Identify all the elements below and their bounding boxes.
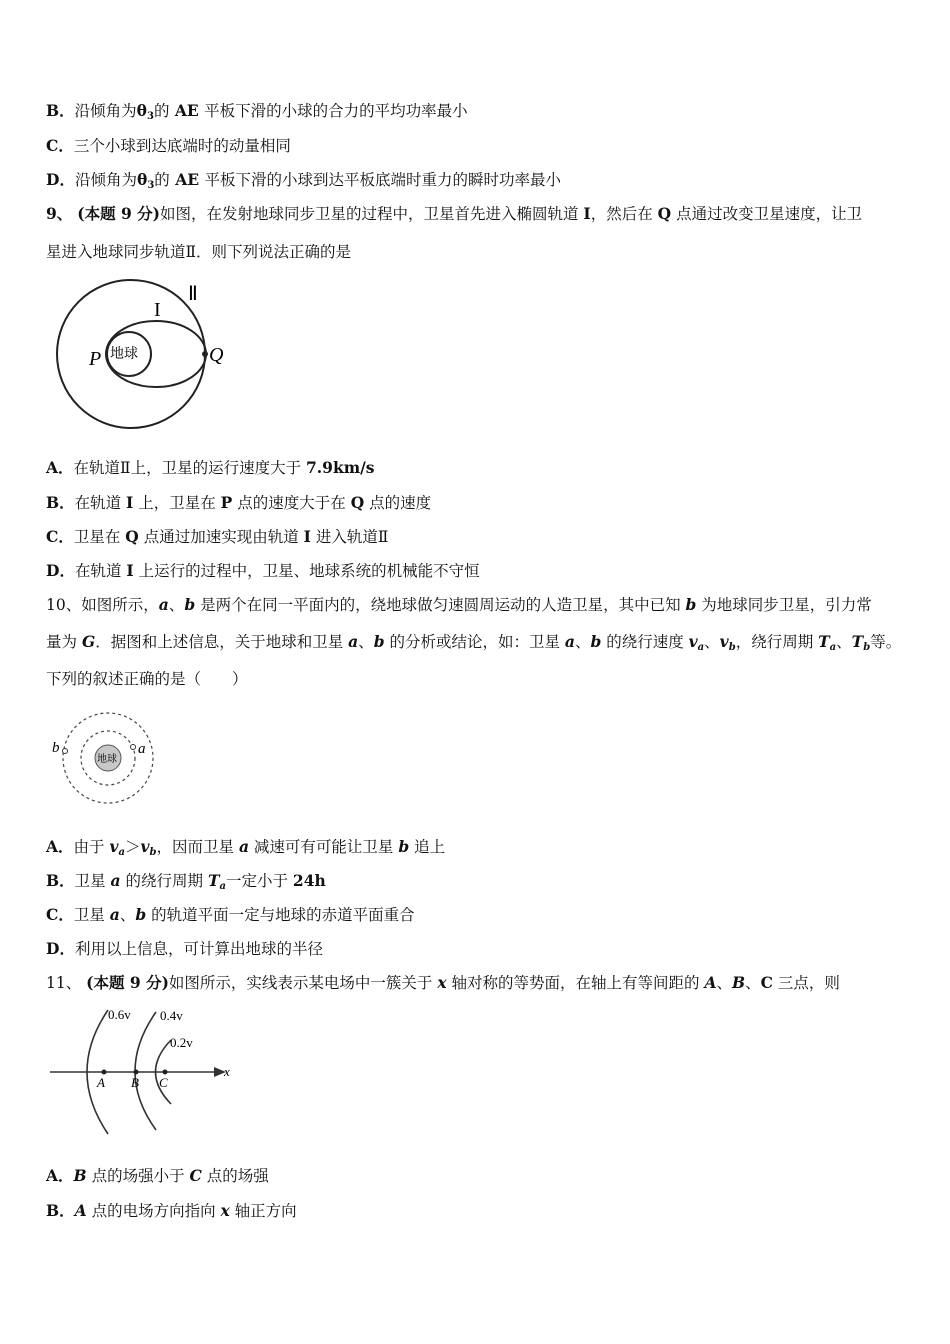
q9-stem-line1: 9、 (本题 9 分)如图，在发射地球同步卫星的过程中，卫星首先进入椭圆轨道 I，然后在 Q 点通过改变卫星速度，让卫 bbox=[46, 204, 863, 223]
q8-option-c: C．三个小球到达底端时的动量相同 bbox=[46, 136, 291, 155]
q9-stem-line2: 星进入地球同步轨道Ⅱ．则下列说法正确的是 bbox=[46, 243, 352, 261]
point-b-label: B bbox=[131, 1075, 139, 1090]
q10-option-a: A．由于 $v_a>v_b$，因而卫星 a 减速可有可能让卫星 b 追上 bbox=[46, 837, 446, 858]
q10-stem-line3: 下列的叙述正确的是（ ） bbox=[46, 670, 248, 688]
earth-label: 地球 bbox=[97, 754, 117, 765]
equipotential-figure bbox=[48, 1004, 248, 1139]
q10-option-d: D．利用以上信息，可计算出地球的半径 bbox=[46, 939, 323, 958]
q10-option-b: B．卫星 a 的绕行周期 $T_a$一定小于 24h bbox=[46, 871, 326, 892]
q9-option-b: B．在轨道 I 上，卫星在 P 点的速度大于在 Q 点的速度 bbox=[46, 493, 432, 512]
q9-option-a: A．在轨道Ⅱ上，卫星的运行速度大于 7.9km/s bbox=[46, 458, 375, 477]
q9-option-d: D．在轨道 I 上运行的过程中，卫星、地球系统的机械能不守恒 bbox=[46, 561, 480, 580]
satellite-figure bbox=[50, 706, 165, 806]
satellite-a-label: a bbox=[138, 741, 146, 757]
satellite-b-dot bbox=[63, 749, 68, 754]
label-04v: 0.4v bbox=[160, 1008, 183, 1023]
q11-option-a: A．B 点的场强小于 C 点的场强 bbox=[46, 1166, 269, 1185]
satellite-b-label: b bbox=[52, 740, 60, 756]
q8-option-d: D．沿倾角为$\theta_3$的 AE 平板下滑的小球到达平板底端时重力的瞬时功率最小 bbox=[46, 170, 561, 191]
point-c-label: C bbox=[159, 1075, 168, 1090]
earth-label: 地球 bbox=[110, 346, 138, 362]
orbit-1-label: I bbox=[154, 299, 161, 321]
q10-stem-line2: 量为 G．据图和上述信息，关于地球和卫星 a、b 的分析或结论，如：卫星 a、b 的绕行速度 $v_a$、$v_b$，绕行周期 $T_a$、$T_b$等。 bbox=[46, 632, 902, 653]
q11-stem: 11、 (本题 9 分)如图所示，实线表示某电场中一簇关于 x 轴对称的等势面，在轴上有等间距的 A、B、C 三点，则 bbox=[46, 973, 840, 992]
q10-option-c: C．卫星 a、b 的轨道平面一定与地球的赤道平面重合 bbox=[46, 905, 415, 924]
point-a-label: A bbox=[97, 1075, 105, 1090]
point-q-dot bbox=[202, 351, 208, 357]
q10-stem-line1: 10、如图所示，a、b 是两个在同一平面内的，绕地球做匀速圆周运动的人造卫星，其中已知 b 为地球同步卫星，引力常 bbox=[46, 595, 872, 614]
satellite-a-dot bbox=[131, 745, 136, 750]
orbit-2-label: Ⅱ bbox=[188, 283, 198, 305]
q9-option-c: C．卫星在 Q 点通过加速实现由轨道 I 进入轨道Ⅱ bbox=[46, 527, 389, 546]
x-axis-label: x bbox=[224, 1064, 230, 1079]
point-a-dot bbox=[102, 1070, 107, 1075]
orbit-figure bbox=[44, 276, 244, 431]
q8-option-b: B．沿倾角为$\theta_3$的 AE 平板下滑的小球的合力的平均功率最小 bbox=[46, 101, 468, 122]
q11-option-b: B．A 点的电场方向指向 x 轴正方向 bbox=[46, 1201, 297, 1220]
point-b-dot bbox=[134, 1070, 139, 1075]
label-06v: 0.6v bbox=[108, 1007, 131, 1022]
point-q-label: Q bbox=[209, 344, 224, 366]
label-02v: 0.2v bbox=[170, 1035, 193, 1050]
point-c-dot bbox=[163, 1070, 168, 1075]
point-p-label: P bbox=[89, 348, 102, 370]
